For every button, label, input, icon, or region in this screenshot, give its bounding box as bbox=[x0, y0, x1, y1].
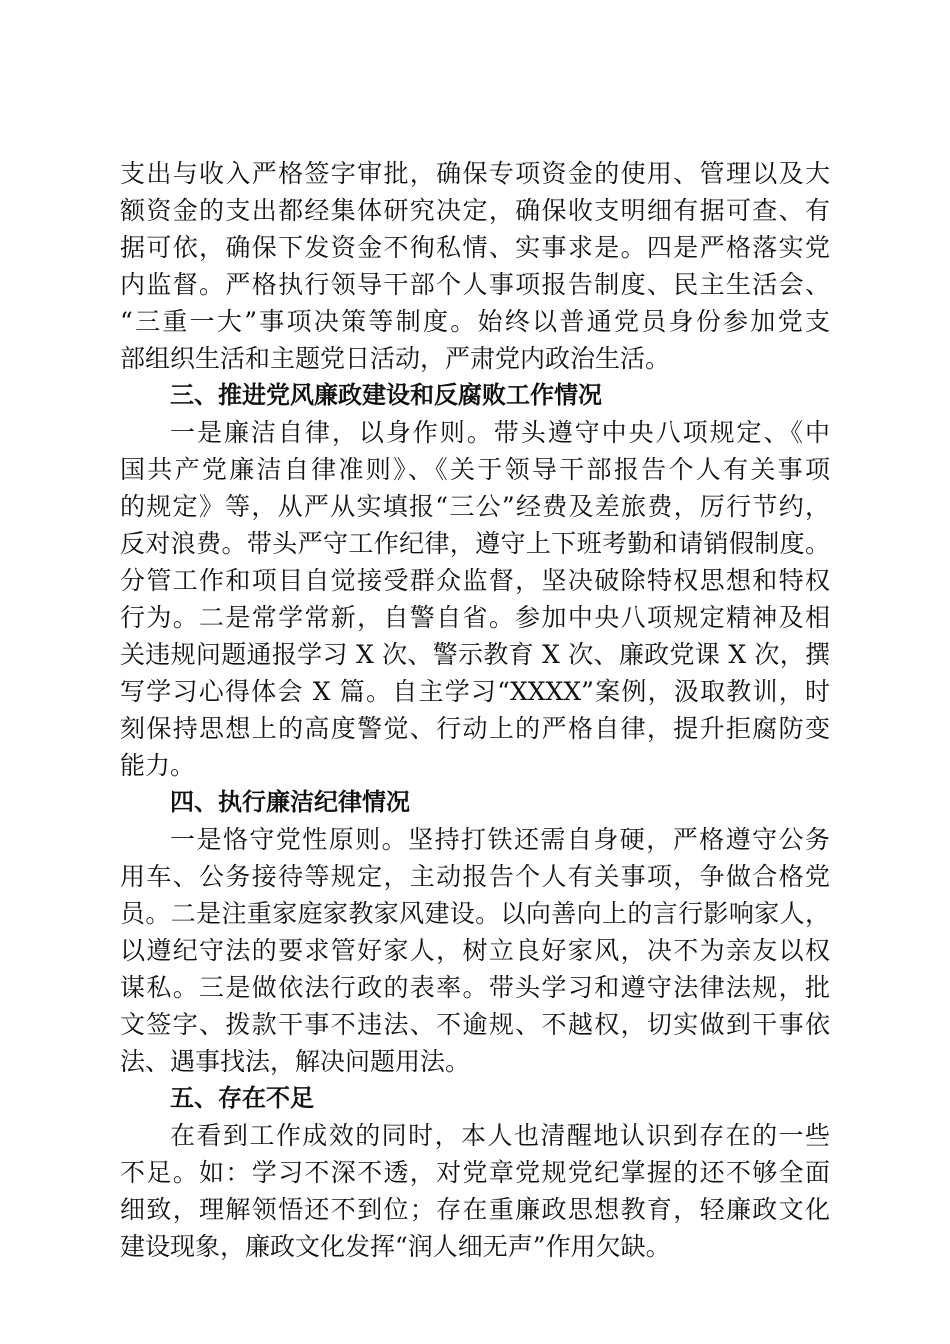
body-line: 谋私。三是做依法行政的表率。带头学习和遵守法律法规，批 bbox=[120, 973, 830, 1002]
section-heading-3: 三、推进党风廉政建设和反腐败工作情况 bbox=[170, 381, 602, 409]
paragraph-first-line: 一是廉洁自律，以身作则。带头遵守中央八项规定、《中 bbox=[170, 418, 830, 447]
body-line: 国共产党廉洁自律准则》、《关于领导干部报告个人有关事项 bbox=[120, 455, 830, 484]
body-line: 不足。如：学习不深不透，对党章党规党纪掌握的还不够全面 bbox=[120, 1158, 830, 1187]
body-line: 细致，理解领悟还不到位；存在重廉政思想教育，轻廉政文化 bbox=[120, 1195, 830, 1224]
body-line: 据可依，确保下发资金不徇私情、实事求是。四是严格落实党 bbox=[120, 233, 830, 262]
body-line: 法、遇事找法，解决问题用法。 bbox=[120, 1047, 471, 1076]
body-line: “三重一大”事项决策等制度。始终以普通党员身份参加党支 bbox=[120, 307, 830, 336]
section-heading-5: 五、存在不足 bbox=[170, 1084, 314, 1112]
body-line: 用车、公务接待等规定，主动报告个人有关事项，争做合格党 bbox=[120, 862, 830, 891]
body-line: 的规定》等，从严从实填报“三公”经费及差旅费，厉行节约， bbox=[120, 492, 830, 521]
section-heading-4: 四、执行廉洁纪律情况 bbox=[170, 788, 410, 816]
body-line: 内监督。严格执行领导干部个人事项报告制度、民主生活会、 bbox=[120, 270, 830, 299]
body-line: 写学习心得体会 X 篇。自主学习“XXXX”案例，汲取教训，时 bbox=[120, 677, 830, 706]
body-line: 能力。 bbox=[120, 751, 196, 780]
body-line: 文签字、拨款干事不违法、不逾规、不越权，切实做到干事依 bbox=[120, 1010, 830, 1039]
body-line: 分管工作和项目自觉接受群众监督，坚决破除特权思想和特权 bbox=[120, 566, 830, 595]
body-line: 行为。二是常学常新，自警自省。参加中央八项规定精神及相 bbox=[120, 603, 830, 632]
paragraph-first-line: 一是恪守党性原则。坚持打铁还需自身硬，严格遵守公务 bbox=[170, 825, 830, 854]
body-line: 关违规问题通报学习 X 次、警示教育 X 次、廉政党课 X 次，撰 bbox=[120, 640, 830, 669]
body-line: 反对浪费。带头严守工作纪律，遵守上下班考勤和请销假制度。 bbox=[120, 529, 830, 558]
body-line: 以遵纪守法的要求管好家人，树立良好家风，决不为亲友以权 bbox=[120, 936, 830, 965]
paragraph-first-line: 在看到工作成效的同时，本人也清醒地认识到存在的一些 bbox=[170, 1121, 830, 1150]
document-page bbox=[120, 155, 830, 1265]
body-line: 建设现象，廉政文化发挥“润人细无声”作用欠缺。 bbox=[120, 1232, 671, 1261]
body-line: 部组织生活和主题党日活动，严肃党内政治生活。 bbox=[120, 344, 671, 373]
body-line: 员。二是注重家庭家教家风建设。以向善向上的言行影响家人， bbox=[120, 899, 830, 928]
body-line: 支出与收入严格签字审批，确保专项资金的使用、管理以及大 bbox=[120, 159, 830, 188]
body-line: 刻保持思想上的高度警觉、行动上的严格自律，提升拒腐防变 bbox=[120, 714, 830, 743]
body-line: 额资金的支出都经集体研究决定，确保收支明细有据可查、有 bbox=[120, 196, 830, 225]
